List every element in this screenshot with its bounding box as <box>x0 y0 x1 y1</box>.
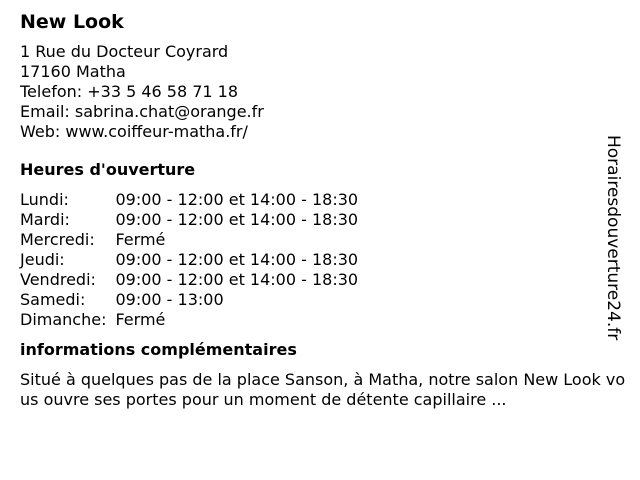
day-hours: 09:00 - 12:00 et 14:00 - 18:30 <box>115 250 359 269</box>
hours-title: Heures d'ouverture <box>20 160 196 179</box>
day-label: Samedi: <box>20 290 86 309</box>
hours-row-sunday <box>20 310 358 330</box>
hours-row-friday <box>20 270 358 290</box>
address-line-street: 1 Rue du Docteur Coyrard <box>20 42 229 61</box>
day-hours: 09:00 - 12:00 et 14:00 - 18:30 <box>115 190 359 209</box>
hours-row-monday <box>20 190 358 210</box>
day-label: Mercredi: <box>20 230 95 249</box>
day-label: Dimanche: <box>20 310 107 329</box>
day-hours: Fermé <box>115 230 166 249</box>
day-hours: Fermé <box>115 310 166 329</box>
hours-row-wednesday <box>20 230 358 250</box>
day-label: Lundi: <box>20 190 69 209</box>
info-description: Situé à quelques pas de la place Sanson, à Matha, notre salon New Look vous ouvre ses portes pour un moment de détente capillaire ... <box>20 370 626 409</box>
web-line: Web: www.coiffeur-matha.fr/ <box>20 122 248 141</box>
site-watermark: Horairesdouverture24.fr <box>603 135 623 341</box>
hours-row-tuesday <box>20 210 358 230</box>
email-line: Email: sabrina.chat@orange.fr <box>20 102 264 121</box>
day-hours: 09:00 - 12:00 et 14:00 - 18:30 <box>115 270 359 289</box>
hours-row-thursday <box>20 250 358 270</box>
day-hours: 09:00 - 12:00 et 14:00 - 18:30 <box>115 210 359 229</box>
info-title: informations complémentaires <box>20 340 297 359</box>
business-name: New Look <box>20 11 124 33</box>
day-label: Vendredi: <box>20 270 96 289</box>
hours-row-saturday <box>20 290 358 310</box>
address-line-city: 17160 Matha <box>20 62 126 81</box>
hours-table <box>20 190 358 330</box>
day-hours: 09:00 - 13:00 <box>115 290 224 309</box>
day-label: Mardi: <box>20 210 70 229</box>
day-label: Jeudi: <box>20 250 65 269</box>
phone-line: Telefon: +33 5 46 58 71 18 <box>20 82 239 101</box>
